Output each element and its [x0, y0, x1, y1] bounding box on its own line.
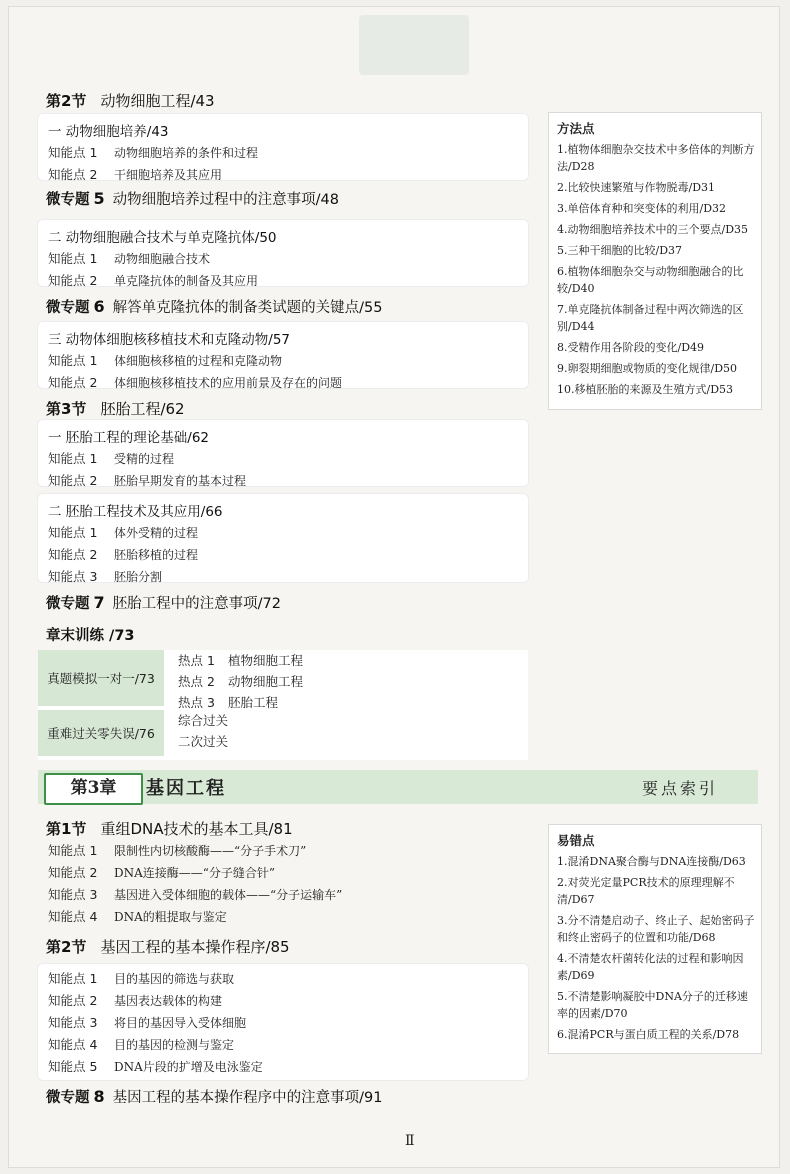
list-item: 3.分不清楚启动子、终止子、起始密码子和终止密码子的位置和功能/D68 [557, 914, 755, 944]
list-item: 知能点 1 受精的过程 [48, 451, 175, 466]
list-item: 5.不清楚影响凝胶中DNA分子的迁移速率的因素/D70 [557, 990, 748, 1020]
list-item: 知能点 1 限制性内切核酸酶——“分子手术刀” [48, 843, 307, 858]
error-box [548, 824, 762, 1054]
list-item: 2.比较快速繁殖与作物脱毒/D31 [557, 181, 716, 194]
topic-box [38, 220, 528, 286]
micro-topic: 微专题 7 胚胎工程中的注意事项/72 [46, 593, 281, 612]
list-item: 3.单倍体育种和突变体的利用/D32 [557, 202, 727, 215]
micro-topic: 微专题 6 解答单克隆抗体的制备类试题的关键点/55 [46, 297, 383, 316]
list-item: 热点 3 胚胎工程 [178, 695, 279, 710]
topic-heading: 二 动物细胞融合技术与单克隆抗体/50 [48, 230, 277, 246]
topic-heading: 一 动物细胞培养/43 [48, 124, 169, 140]
section-number: 第2节 [46, 92, 87, 110]
list-item: 4.动物细胞培养技术中的三个要点/D35 [557, 223, 749, 236]
list-item: 1.植物体细胞杂交技术中多倍体的判断方法/D28 [557, 143, 755, 173]
list-item: 知能点 3 将目的基因导入受体细胞 [48, 1015, 247, 1030]
section-name: 动物细胞工程/43 [100, 92, 215, 110]
training-label: 真题模拟一对一/73 [38, 650, 164, 706]
topic-box [38, 964, 528, 1080]
topic-box [38, 420, 528, 486]
list-item: 综合过关 [178, 713, 229, 728]
section-title: 第2节 基因工程的基本操作程序/85 [46, 938, 290, 956]
list-item: 知能点 2 体细胞核移植技术的应用前景及存在的问题 [48, 375, 343, 390]
list-item: 2.对荧光定量PCR技术的原理理解不清/D67 [557, 876, 735, 906]
list-item: 知能点 2 干细胞培养及其应用 [48, 167, 223, 182]
section-title: 第1节 重组DNA技术的基本工具/81 [46, 820, 293, 838]
micro-topic: 微专题 8 基因工程的基本操作程序中的注意事项/91 [46, 1087, 383, 1106]
topic-heading: 一 胚胎工程的理论基础/62 [48, 430, 210, 446]
index-title: 要点索引 [641, 779, 718, 798]
list-item: 二次过关 [178, 734, 229, 749]
list-item: 热点 1 植物细胞工程 [178, 653, 304, 668]
topic-heading: 三 动物体细胞核移植技术和克隆动物/57 [48, 332, 291, 348]
list-item: 8.受精作用各阶段的变化/D49 [557, 341, 705, 354]
list-item: 知能点 1 动物细胞融合技术 [48, 251, 211, 266]
list-item: 6.混淆PCR与蛋白质工程的关系/D78 [557, 1028, 740, 1041]
point-list [38, 840, 528, 928]
top-decoration [359, 15, 469, 75]
section-title [46, 90, 215, 111]
list-item: 知能点 4 目的基因的检测与鉴定 [48, 1037, 235, 1052]
chapter-training: 章末训练 /73 [46, 628, 135, 644]
list-item: 知能点 1 目的基因的筛选与获取 [48, 971, 235, 986]
list-item: 10.移植胚胎的来源及生殖方式/D53 [557, 383, 734, 396]
list-item: 4.不清楚农杆菌转化法的过程和影响因素/D69 [557, 952, 744, 982]
training-table [38, 650, 528, 760]
topic-box [38, 494, 528, 582]
training-rows [178, 650, 303, 713]
chapter-tag: 第3章 [44, 773, 143, 805]
page-number: Ⅱ [405, 1133, 415, 1149]
list-item: 热点 2 动物细胞工程 [178, 674, 304, 689]
topic-box [38, 114, 528, 180]
method-title: 方法点 [557, 121, 595, 136]
section-title: 第3节 胚胎工程/62 [46, 400, 185, 418]
training-rows [178, 710, 228, 752]
list-item: 知能点 2 胚胎移植的过程 [48, 547, 199, 562]
list-item: 1.混淆DNA聚合酶与DNA连接酶/D63 [557, 855, 746, 868]
list-item: 9.卵裂期细胞或物质的变化规律/D50 [557, 362, 738, 375]
training-label: 重难过关零失误/76 [38, 710, 164, 756]
chapter-name: 基因工程 [146, 778, 226, 799]
list-item: 知能点 1 体细胞核移植的过程和克隆动物 [48, 353, 283, 368]
list-item: 知能点 1 体外受精的过程 [48, 525, 199, 540]
list-item: 5.三种干细胞的比较/D37 [557, 244, 683, 257]
topic-box [38, 322, 528, 388]
list-item: 知能点 5 DNA片段的扩增及电泳鉴定 [48, 1059, 263, 1074]
list-item: 知能点 3 基因进入受体细胞的载体——“分子运输车” [48, 887, 343, 902]
list-item: 知能点 2 单克隆抗体的制备及其应用 [48, 273, 259, 288]
list-item: 知能点 3 胚胎分割 [48, 569, 163, 584]
topic-heading: 二 胚胎工程技术及其应用/66 [48, 504, 223, 520]
list-item: 7.单克隆抗体制备过程中两次筛选的区别/D44 [557, 303, 744, 333]
list-item: 知能点 4 DNA的粗提取与鉴定 [48, 909, 227, 924]
list-item: 6.植物体细胞杂交与动物细胞融合的比较/D40 [557, 265, 744, 295]
list-item: 知能点 2 DNA连接酶——“分子缝合针” [48, 865, 276, 880]
micro-topic: 微专题 5 动物细胞培养过程中的注意事项/48 [46, 189, 339, 208]
list-item: 知能点 1 动物细胞培养的条件和过程 [48, 145, 259, 160]
list-item: 知能点 2 基因表达载体的构建 [48, 993, 223, 1008]
method-box [548, 112, 762, 410]
error-title: 易错点 [557, 833, 595, 848]
list-item: 知能点 2 胚胎早期发育的基本过程 [48, 473, 247, 488]
chapter-header [38, 770, 758, 804]
